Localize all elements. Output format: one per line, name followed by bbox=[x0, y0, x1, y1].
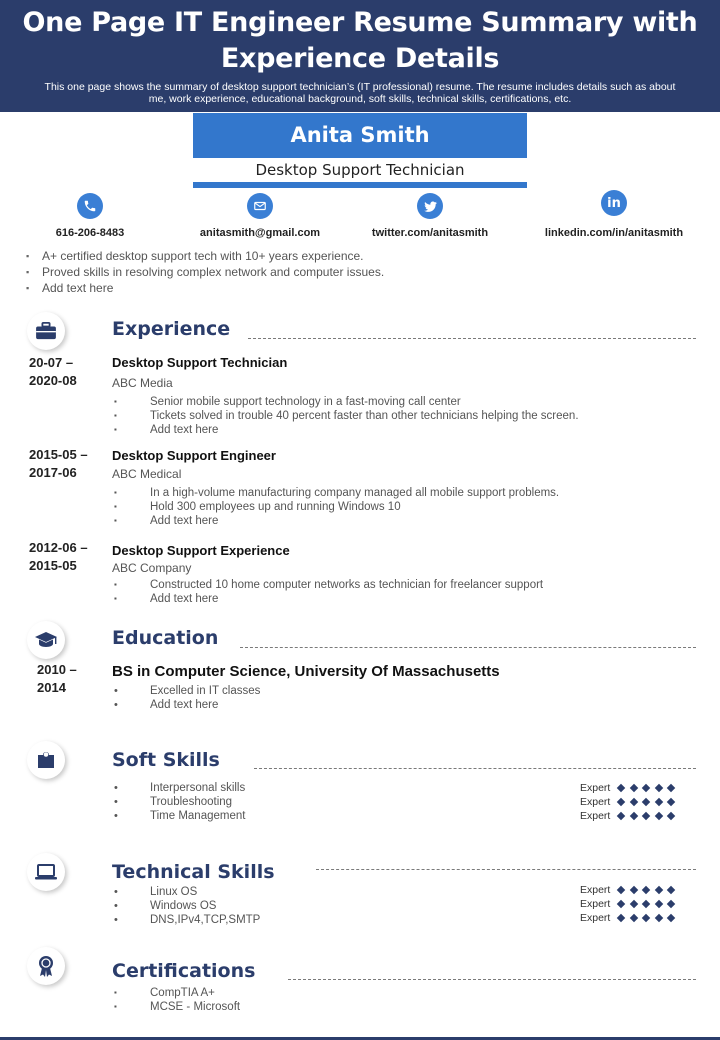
diamond-icon bbox=[642, 784, 650, 792]
education-date bbox=[37, 661, 77, 697]
job-date-end: 2015-05 bbox=[29, 558, 77, 573]
job-date-start: 2012-06 – bbox=[29, 540, 88, 555]
page-title: One Page IT Engineer Resume Summary with Experience Details bbox=[22, 7, 698, 74]
education-heading: Education bbox=[112, 627, 219, 649]
technical-skills-list bbox=[112, 885, 260, 927]
skill-level: Expert bbox=[580, 884, 611, 896]
soft-skills-list bbox=[112, 781, 245, 823]
contact-twitter[interactable] bbox=[360, 193, 500, 239]
diamond-icon bbox=[642, 900, 650, 908]
list-item: ▪ Hold 300 employees up and running Windows 10 bbox=[112, 500, 559, 514]
job-date-start: 2015-05 – bbox=[29, 447, 88, 462]
diamond-icon bbox=[617, 886, 625, 894]
list-item: ▪ Add text here bbox=[112, 592, 543, 606]
summary-list bbox=[24, 248, 384, 296]
contact-linkedin[interactable] bbox=[535, 190, 693, 239]
contact-phone[interactable] bbox=[40, 193, 140, 239]
contact-email-text: anitasmith@gmail.com bbox=[199, 227, 321, 239]
list-item: ▪ A+ certified desktop support tech with 10+ years experience. bbox=[24, 248, 384, 264]
experience-heading: Experience bbox=[112, 318, 231, 340]
soft-skills-heading: Soft Skills bbox=[112, 749, 220, 771]
job-points bbox=[112, 395, 579, 437]
section-divider bbox=[316, 869, 696, 870]
diamond-icon bbox=[667, 784, 675, 792]
list-item: • Excelled in IT classes bbox=[112, 684, 260, 698]
job-title: Desktop Support Technician bbox=[112, 355, 288, 370]
diamond-icon bbox=[629, 886, 637, 894]
list-item: • Interpersonal skills bbox=[112, 781, 245, 795]
section-divider bbox=[254, 768, 696, 769]
skill-rating-row bbox=[580, 809, 681, 823]
role-underline bbox=[193, 182, 527, 188]
job-date-start: 20-07 – bbox=[29, 355, 74, 370]
contact-linkedin-text: linkedin.com/in/anitasmith bbox=[544, 227, 684, 239]
page-subtitle: This one page shows the summary of desktop support technician’s (IT professional) resume. The resume includes details such as about me, work experience, educational background, soft skills, technical skills, certifications, etc. bbox=[44, 81, 676, 105]
list-item: ▪ In a high-volume manufacturing company managed all mobile support problems. bbox=[112, 486, 559, 500]
job-title: Desktop Support Engineer bbox=[112, 448, 276, 463]
graduation-cap-icon bbox=[27, 621, 65, 659]
section-divider bbox=[240, 647, 696, 648]
technical-skills-ratings bbox=[580, 883, 681, 925]
job-date bbox=[29, 446, 88, 482]
list-item: • Linux OS bbox=[112, 885, 260, 899]
list-item: ▪ Add text here bbox=[24, 280, 384, 296]
soft-skills-ratings bbox=[580, 781, 681, 823]
diamond-icon bbox=[629, 784, 637, 792]
skill-level: Expert bbox=[580, 782, 611, 794]
diamond-icon bbox=[629, 798, 637, 806]
job-date bbox=[29, 354, 77, 390]
job-date-end: 2020-08 bbox=[29, 373, 77, 388]
diamond-icon bbox=[654, 886, 662, 894]
diamond-icon bbox=[629, 812, 637, 820]
job-company: ABC Medical bbox=[112, 467, 182, 481]
education-date-start: 2010 – bbox=[37, 662, 77, 677]
job-company: ABC Media bbox=[112, 376, 173, 390]
list-item: ▪ Constructed 10 home computer networks as technician for freelancer support bbox=[112, 578, 543, 592]
contact-email[interactable] bbox=[185, 193, 335, 239]
twitter-icon bbox=[417, 193, 443, 219]
job-points bbox=[112, 578, 543, 606]
diamond-icon bbox=[617, 798, 625, 806]
diamond-icon bbox=[617, 900, 625, 908]
diamond-icon bbox=[642, 886, 650, 894]
diamond-icon bbox=[667, 900, 675, 908]
diamond-icon bbox=[654, 784, 662, 792]
skill-rating-row bbox=[580, 883, 681, 897]
header-banner bbox=[0, 0, 720, 112]
job-date bbox=[29, 539, 88, 575]
list-item: ▪ Tickets solved in trouble 40 percent faster than other technicians helping the screen. bbox=[112, 409, 579, 423]
contact-phone-text: 616-206-8483 bbox=[55, 227, 125, 239]
list-item: ▪ CompTIA A+ bbox=[112, 986, 240, 1000]
diamond-icon bbox=[617, 812, 625, 820]
person-role: Desktop Support Technician bbox=[255, 161, 465, 179]
phone-icon bbox=[77, 193, 103, 219]
diamond-icon bbox=[642, 914, 650, 922]
skill-rating-row bbox=[580, 781, 681, 795]
email-icon bbox=[247, 193, 273, 219]
education-date-end: 2014 bbox=[37, 680, 66, 695]
list-item: ▪ Add text here bbox=[112, 514, 559, 528]
diamond-icon bbox=[617, 914, 625, 922]
diamond-icon bbox=[617, 784, 625, 792]
diamond-icon bbox=[642, 798, 650, 806]
list-item: • Windows OS bbox=[112, 899, 260, 913]
job-title: Desktop Support Experience bbox=[112, 543, 290, 558]
section-divider bbox=[248, 338, 696, 339]
briefcase-icon bbox=[27, 312, 65, 350]
diamond-icon bbox=[654, 812, 662, 820]
diamond-icon bbox=[629, 900, 637, 908]
list-item: ▪ Add text here bbox=[112, 423, 579, 437]
job-date-end: 2017-06 bbox=[29, 465, 77, 480]
job-company: ABC Company bbox=[112, 561, 192, 575]
skill-level: Expert bbox=[580, 796, 611, 808]
laptop-icon bbox=[27, 853, 65, 891]
contact-twitter-text: twitter.com/anitasmith bbox=[371, 227, 489, 239]
list-item: • Time Management bbox=[112, 809, 245, 823]
skill-level: Expert bbox=[580, 912, 611, 924]
diamond-icon bbox=[654, 900, 662, 908]
list-item: • Troubleshooting bbox=[112, 795, 245, 809]
puzzle-icon bbox=[27, 741, 65, 779]
technical-skills-heading: Technical Skills bbox=[112, 861, 275, 883]
list-item: ▪ Proved skills in resolving complex network and computer issues. bbox=[24, 264, 384, 280]
education-degree: BS in Computer Science, University Of Massachusetts bbox=[112, 663, 500, 680]
list-item: • Add text here bbox=[112, 698, 260, 712]
skill-level: Expert bbox=[580, 898, 611, 910]
diamond-icon bbox=[667, 914, 675, 922]
list-item: ▪ Senior mobile support technology in a fast-moving call center bbox=[112, 395, 579, 409]
skill-rating-row bbox=[580, 897, 681, 911]
diamond-icon bbox=[667, 886, 675, 894]
certifications-list bbox=[112, 986, 240, 1014]
skill-rating-row bbox=[580, 911, 681, 925]
list-item: ▪ MCSE - Microsoft bbox=[112, 1000, 240, 1014]
education-points bbox=[112, 684, 260, 712]
list-item: • DNS,IPv4,TCP,SMTP bbox=[112, 913, 260, 927]
skill-level: Expert bbox=[580, 810, 611, 822]
diamond-icon bbox=[667, 798, 675, 806]
certifications-heading: Certifications bbox=[112, 960, 256, 982]
diamond-icon bbox=[654, 798, 662, 806]
linkedin-icon: in bbox=[601, 190, 627, 216]
skill-rating-row bbox=[580, 795, 681, 809]
person-name: Anita Smith bbox=[193, 113, 527, 158]
diamond-icon bbox=[629, 914, 637, 922]
diamond-icon bbox=[667, 812, 675, 820]
diamond-icon bbox=[642, 812, 650, 820]
award-ribbon-icon bbox=[27, 947, 65, 985]
job-points bbox=[112, 486, 559, 528]
section-divider bbox=[288, 979, 696, 980]
diamond-icon bbox=[654, 914, 662, 922]
